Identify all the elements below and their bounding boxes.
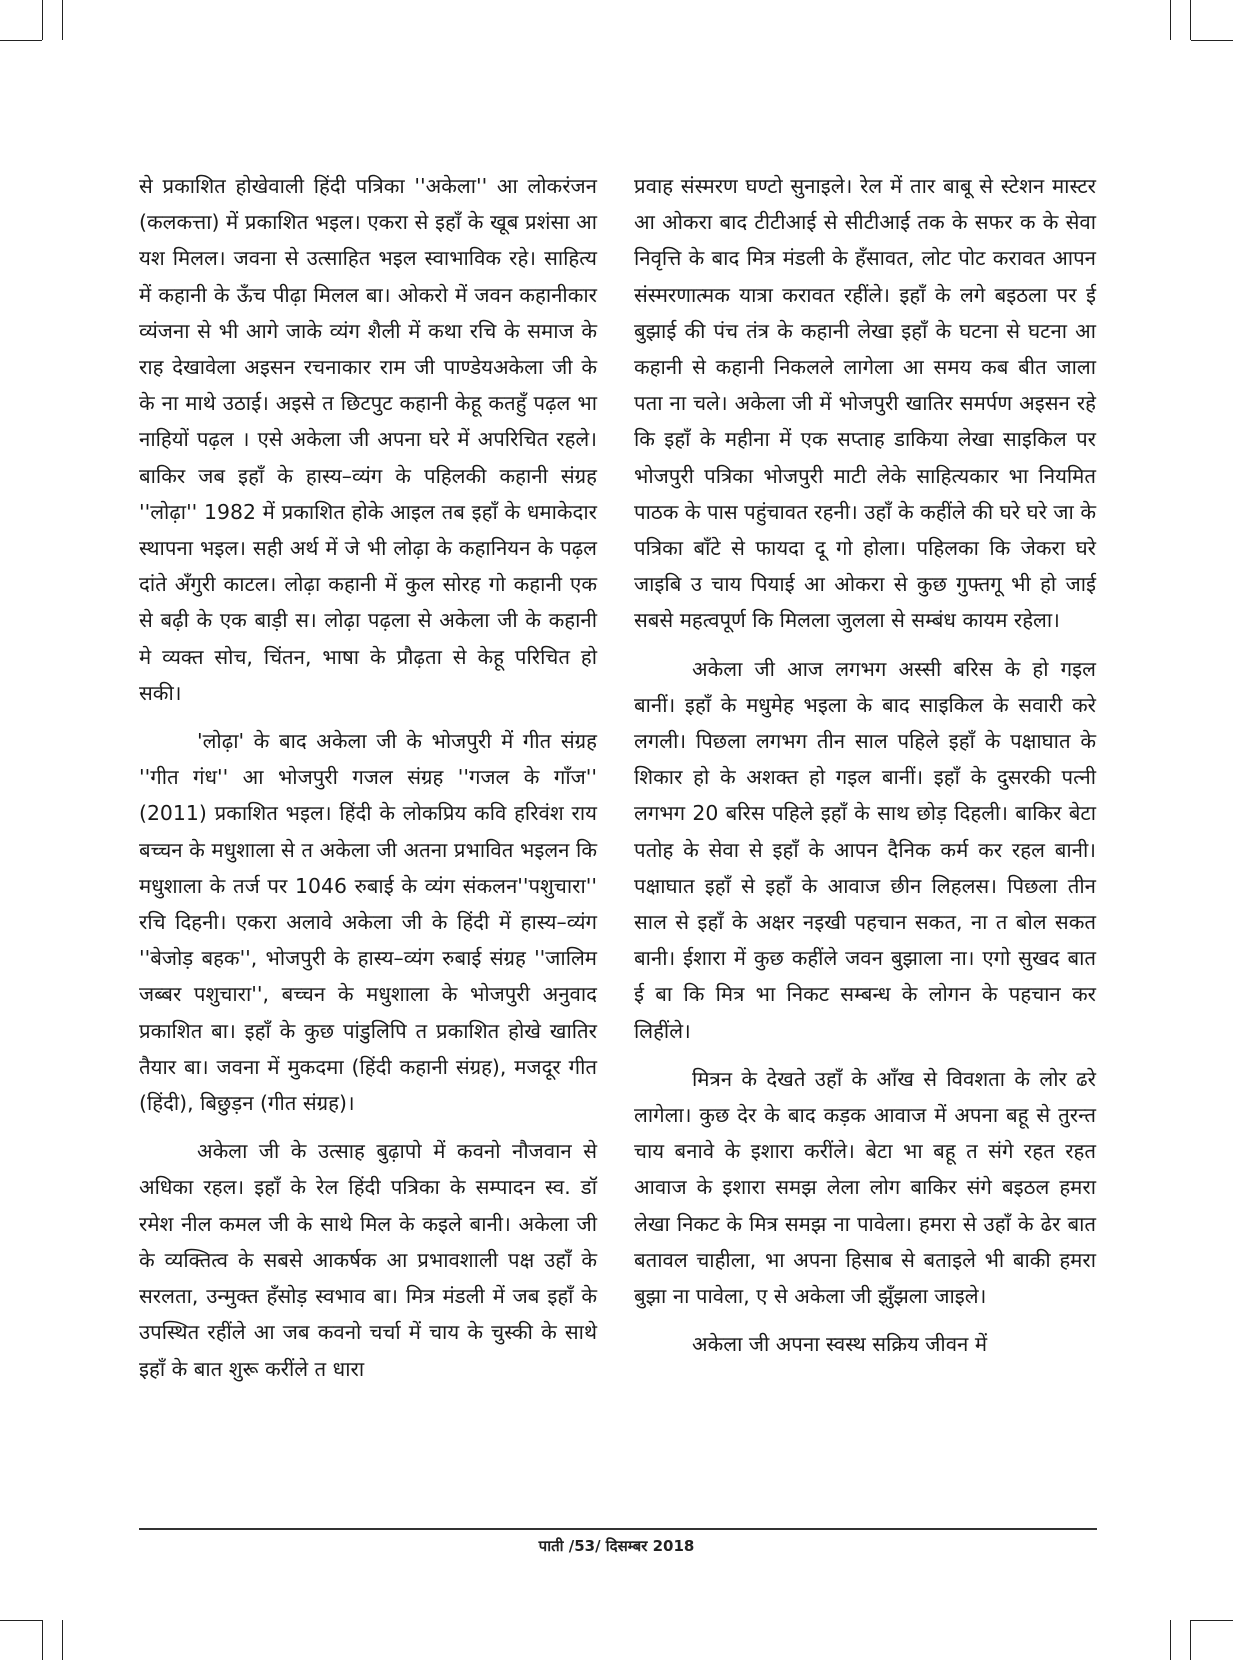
text-column-left xyxy=(139,168,597,1387)
text-column-right xyxy=(634,168,1096,1363)
crop-mark xyxy=(1191,1620,1233,1621)
crop-mark xyxy=(1170,0,1171,40)
paragraph: 'लोढ़ा' के बाद अकेला जी के भोजपुरी में गीत संग्रह ''गीत गंध'' आ भोजपुरी गजल संग्रह ''गजल के गाँज'' (2011) प्रकाशित भइल। हिंदी के लोकप्रिय कवि हरिवंश राय बच्चन के मधुशाला से त अकेला जी अतना प्रभावित भइलन कि मधुशाला के तर्ज पर 1046 रुबाई के व्यंग संकलन''पशुचारा'' रचि दिहनी। एकरा अलावे अकेला जी के हिंदी में हास्य–व्यंग ''बेजोड़ बहक'', भोजपुरी के हास्य–व्यंग रुबाई संग्रह ''जालिम जब्बर पशुचारा'', बच्चन के मधुशाला के भोजपुरी अनुवाद प्रकाशित बा। इहाँ के कुछ पांडुलिपि त प्रकाशित होखे खातिर तैयार बा। जवना में मुकदमा (हिंदी कहानी संग्रह), मजदूर गीत (हिंदी), बिछुड़न (गीत संग्रह)। xyxy=(139,729,597,1116)
crop-mark xyxy=(0,40,42,41)
paragraph: अकेला जी आज लगभग अस्सी बरिस के हो गइल बानीं। इहाँ के मधुमेह भइला के बाद साइकिल के सवारी करे लगली। पिछला लगभग तीन साल पहिले इहाँ के पक्षाघात के शिकार हो के अशक्त हो गइल बानीं। इहाँ के दुसरकी पत्नी लगभग 20 बरिस पहिले इहाँ के साथ छोड़ दिहली। बाकिर बेटा पतोह के सेवा से इहाँ के आपन दैनिक कर्म कर रहल बानी। पक्षाघात इहाँ से इहाँ के आवाज छीन लिहलस। पिछला तीन साल से इहाँ के अक्षर नइखी पहचान सकत, ना त बोल सकत बानी। ईशारा में कुछ कहींले जवन बुझाला ना। एगो सुखद बात ई बा कि मित्र भा निकट सम्बन्ध के लोगन के पहचान कर लिहींले। xyxy=(634,656,1096,1043)
paragraph: अकेला जी के उत्साह बुढ़ापो में कवनो नौजवान से अधिका रहल। इहाँ के रेल हिंदी पत्रिका के सम्पादन स्व. डॉ रमेश नील कमल जी के साथे मिल के कइले बानी। अकेला जी के व्यक्तित्व के सबसे आकर्षक आ प्रभावशाली पक्ष उहाँ के सरलता, उन्मुक्त हँसोड़ स्वभाव बा। मित्र मंडली में जब इहाँ के उपस्थित रहींले आ जब कवनो चर्चा में चाय के चुस्की के साथे इहाँ के बात शुरू करींले त धारा xyxy=(139,1139,597,1381)
paragraph: प्रवाह संस्मरण घण्टो सुनाइले। रेल में तार बाबू से स्टेशन मास्टर आ ओकरा बाद टीटीआई से सीटीआई तक के सफर क के सेवा निवृत्ति के बाद मित्र मंडली के हँसावत, लोट पोट करावत आपन संस्मरणात्मक यात्रा करावत रहींले। इहाँ के लगे बइठला पर ई बुझाई की पंच तंत्र के कहानी लेखा इहाँ के घटना से घटना आ कहानी से कहानी निकलले लागेला आ समय कब बीत जाला पता ना चले। अकेला जी में भोजपुरी खातिर समर्पण अइसन रहे कि इहाँ के महीना में एक सप्ताह डाकिया लेखा साइकिल पर भोजपुरी पत्रिका भोजपुरी माटी लेके साहित्यकार भा नियमित पाठक के पास पहुंचावत रहनी। उहाँ के कहींले की घरे घरे जा के पत्रिका बाँटे से फायदा दू गो होला। पहिलका कि जेकरा घरे जाइबि उ चाय पियाई आ ओकरा से कुछ गुफ्तगू भी हो जाई सबसे महत्वपूर्ण कि मिलला जुलला से सम्बंध कायम रहेला। xyxy=(634,174,1096,633)
crop-mark xyxy=(62,0,63,40)
crop-mark xyxy=(0,1620,42,1621)
paragraph: अकेला जी अपना स्वस्थ सक्रिय जीवन में xyxy=(692,1332,988,1357)
crop-mark xyxy=(62,1620,63,1660)
footer-rule xyxy=(139,1528,1097,1530)
paragraph: से प्रकाशित होखेवाली हिंदी पत्रिका ''अकेला'' आ लोकरंजन (कलकत्ता) में प्रकाशित भइल। एकरा से इहाँ के खूब प्रशंसा आ यश मिलल। जवना से उत्साहित भइल स्वाभाविक रहे। साहित्य में कहानी के ऊँच पीढ़ा मिलल बा। ओकरो में जवन कहानीकार व्यंजना से भी आगे जाके व्यंग शैली में कथा रचि के समाज के राह देखावेला अइसन रचनाकार राम जी पाण्डेयअकेला जी के के ना माथे उठाई। अइसे त छिटपुट कहानी केहू कतहुँ पढ़ल भा नाहियों पढ़ल । एसे अकेला जी अपना घरे में अपरिचित रहले। बाकिर जब इहाँ के हास्य–व्यंग के पहिलकी कहानी संग्रह ''लोढ़ा'' 1982 में प्रकाशित होके आइल तब इहाँ के धमाकेदार स्थापना भइल। सही अर्थ में जे भी लोढ़ा के कहानियन के पढ़ल दांते अँगुरी काटल। लोढ़ा कहानी में कुल सोरह गो कहानी एक से बढ़ी के एक बाड़ी स। लोढ़ा पढ़ला से अकेला जी के कहानी मे व्यक्त सोच, चिंतन, भाषा के प्रौढ़ता से केहू परिचित हो सकी। xyxy=(139,174,597,705)
crop-mark xyxy=(42,0,43,40)
crop-mark xyxy=(1170,1620,1171,1660)
crop-mark xyxy=(1190,0,1191,40)
page-footer: पाती /53/ दिसम्बर 2018 xyxy=(538,1537,695,1555)
crop-mark xyxy=(1191,40,1233,41)
paragraph: मित्रन के देखते उहाँ के आँख से विवशता के लोर ढरे लागेला। कुछ देर के बाद कड़क आवाज में अपना बहू से तुरन्त चाय बनावे के इशारा करींले। बेटा भा बहू त संगे रहत रहत आवाज के इशारा समझ लेला लोग बाकिर संगे बइठल हमरा लेखा निकट के मित्र समझ ना पावेला। हमरा से उहाँ के ढेर बात बतावल चाहीला, भा अपना हिसाब से बताइले भी बाकी हमरा बुझा ना पावेला, ए से अकेला जी झुँझला जाइले। xyxy=(634,1066,1096,1309)
crop-mark xyxy=(42,1620,43,1660)
crop-mark xyxy=(1190,1620,1191,1660)
